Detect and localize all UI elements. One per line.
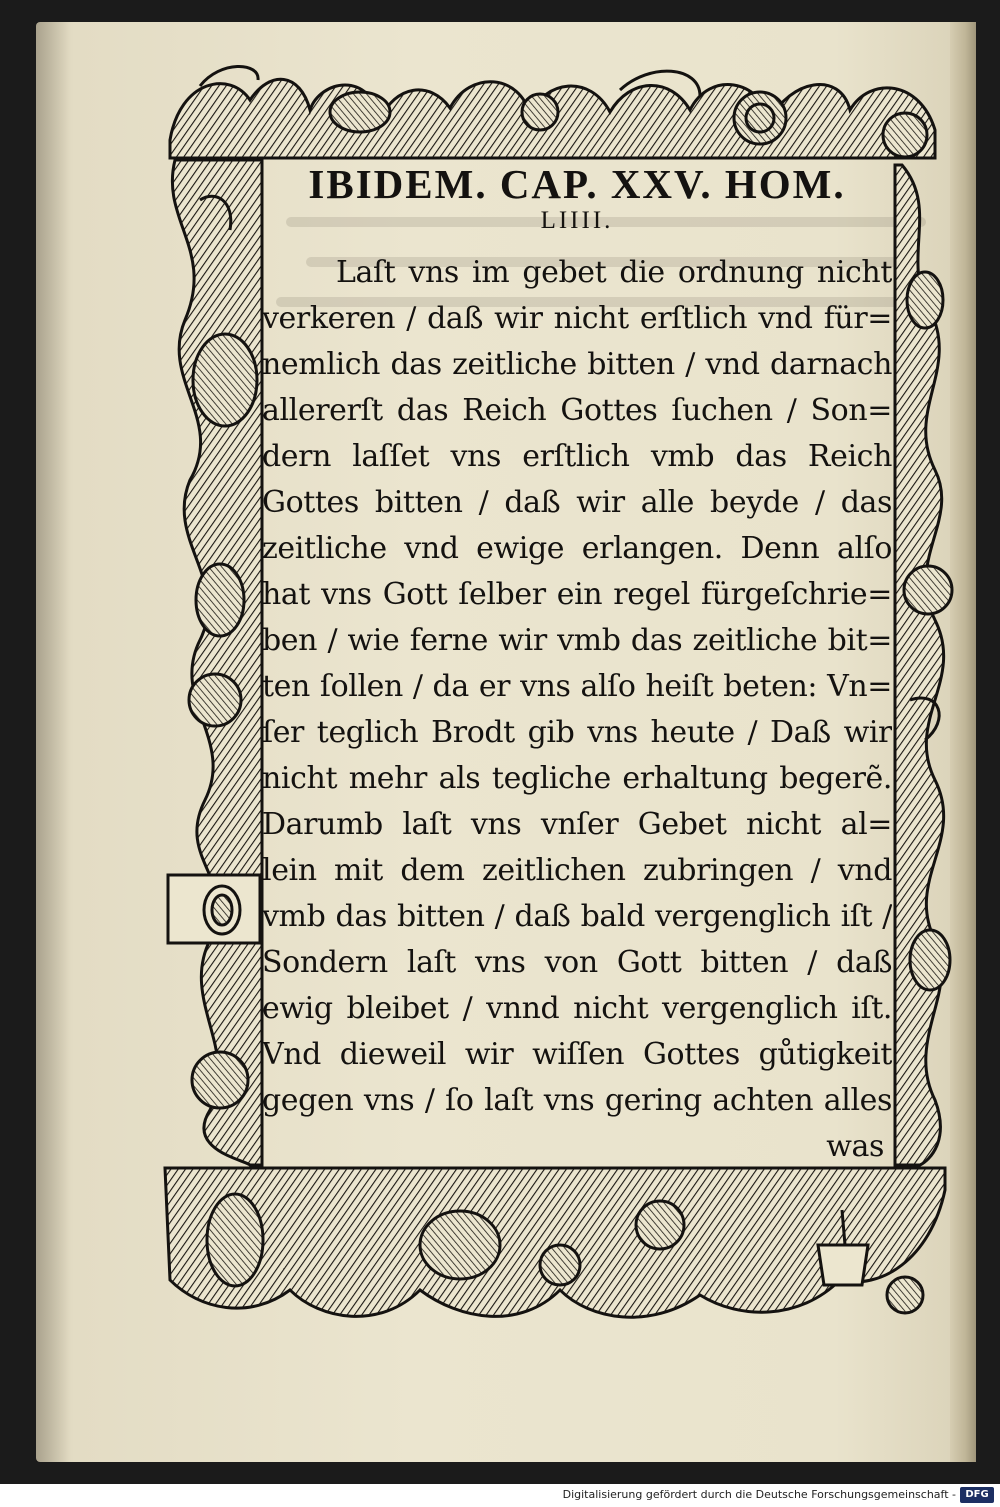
homily-number: LIIII. — [540, 207, 614, 234]
text-line: verkeren / daß wir nicht erſtlich vnd für= — [262, 301, 892, 336]
right-column — [895, 165, 952, 1165]
dfg-logo: DFG — [960, 1487, 994, 1503]
funding-credit: Digitalisierung gefördert durch die Deutsche Forschungsgemeinschaft - — [562, 1488, 956, 1501]
chapter-heading: IBIDEM. CAP. XXV. HOM. — [308, 161, 846, 207]
text-line: vmb das bitten / daß bald vergenglich iſt / — [262, 899, 892, 934]
footer-bar — [0, 1484, 1000, 1507]
text-line: allererſt das Reich Gottes ſuchen / Son= — [262, 393, 892, 428]
text-line: ſer teglich Brodt gib vns heute / Daß wir — [262, 715, 892, 750]
text-block — [262, 162, 892, 1170]
text-line: ben / wie ferne wir vmb das zeitliche bit= — [262, 623, 892, 658]
left-column — [168, 160, 262, 1165]
text-line: hat vns Gott ſelber ein regel fürgeſchrie= — [262, 577, 892, 612]
text-line: nicht mehr als tegliche erhaltung begerẽ. — [262, 761, 892, 796]
top-frieze — [165, 66, 945, 158]
text-line: ewig bleibet / vnnd nicht vergenglich iſt. — [262, 991, 892, 1026]
text-line: ten ſollen / da er vns alſo heiſt beten: Vn= — [262, 669, 892, 704]
text-line: Laſt vns im gebet die ordnung nicht — [336, 255, 892, 290]
text-line: Sondern laſt vns von Gott bitten / daß — [262, 945, 892, 980]
catchword: was — [826, 1129, 884, 1164]
text-line: nemlich das zeitliche bitten / vnd darnach — [262, 347, 892, 382]
text-line: Darumb laſt vns vnſer Gebet nicht al= — [262, 807, 892, 842]
text-line: gegen vns / ſo laſt vns gering achten alles — [262, 1083, 892, 1118]
text-line: Gottes bitten / daß wir alle beyde / das — [262, 485, 892, 520]
text-line: dern laſſet vns erſtlich vmb das Reich — [262, 439, 892, 474]
text-line: zeitliche vnd ewige erlangen. Denn alſo — [262, 531, 892, 566]
bottom-frieze — [165, 1168, 945, 1317]
text-line: Vnd dieweil wir wiſſen Gottes gůtigkeit — [262, 1037, 892, 1072]
text-line: lein mit dem zeitlichen zubringen / vnd — [262, 853, 892, 888]
